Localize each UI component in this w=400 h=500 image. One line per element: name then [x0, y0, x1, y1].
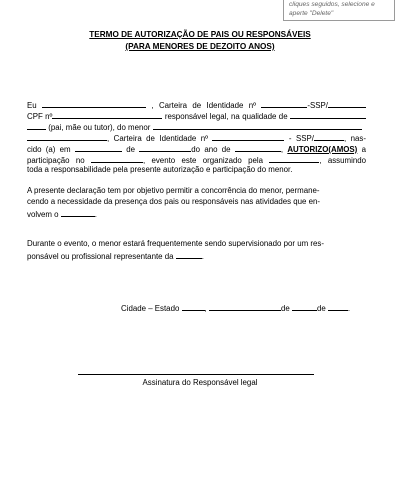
id-state-field[interactable]: [328, 99, 366, 108]
p1-line-5: cido (a) em de do ano de , AUTORIZO(AMOS) a: [27, 145, 366, 154]
p1-line-6: participação no , evento este organizado pela , assumindo: [27, 156, 366, 165]
p2-line-2: cendo a necessidade da presença dos pais ou responsáveis nas atividades que en-: [27, 197, 321, 206]
relationship-field[interactable]: [290, 110, 366, 119]
instruction-tooltip: [283, 0, 395, 21]
event-field[interactable]: [91, 154, 143, 163]
p1-line-2: CPF nº responsável legal, na qualidade de: [27, 110, 366, 122]
tooltip-line-2: aperte "Delete": [289, 9, 334, 17]
date-year2-field[interactable]: [328, 302, 348, 311]
relationship-field-cont[interactable]: [27, 121, 46, 130]
p1-line-7: toda a responsabilidade pela presente autorização e participação do menor.: [27, 165, 293, 174]
document-title: TERMO DE AUTORIZAÇÃO DE PAIS OU RESPONSÁVEIS: [89, 30, 311, 39]
date-month-field[interactable]: [209, 302, 281, 311]
organizer-field[interactable]: [269, 154, 319, 163]
p1-line-3: (pai, mãe ou tutor), do menor: [27, 121, 362, 133]
minor-name-field-cont[interactable]: [27, 132, 107, 141]
date-year-field[interactable]: [292, 302, 317, 311]
minor-id-state-field[interactable]: [314, 132, 344, 141]
p2-line-3: volvem o .: [27, 210, 97, 219]
birth-day-field[interactable]: [75, 143, 122, 152]
birth-month-field[interactable]: [139, 143, 191, 152]
p1-line-4: , Carteira de Identidade nº - SSP/ , nas-: [27, 132, 366, 144]
representative-field[interactable]: [176, 250, 202, 259]
date-line: Cidade – Estado , de de .: [121, 304, 351, 313]
birth-year-field[interactable]: [235, 143, 281, 152]
minor-name-field[interactable]: [153, 121, 362, 130]
signature-label: Assinatura do Responsável legal: [142, 378, 258, 387]
name-field[interactable]: [42, 99, 146, 108]
date-day-field[interactable]: [182, 302, 205, 311]
id-number-field[interactable]: [261, 99, 307, 108]
minor-id-field[interactable]: [212, 132, 284, 141]
p2-line-1: A presente declaração tem por objetivo permitir a concorrência do menor, permane-: [27, 186, 320, 195]
signature-line[interactable]: [78, 374, 314, 375]
cpf-field[interactable]: [52, 110, 162, 119]
p1-line-1: Eu , Carteira de Identidade nº -SSP/: [27, 99, 366, 111]
p3-line-2: ponsável ou profissional representante da .: [27, 252, 204, 261]
document-subtitle: (PARA MENORES DE DEZOITO ANOS): [125, 42, 275, 51]
activity-field[interactable]: [61, 208, 95, 217]
tooltip-line-1: cliques seguidos, selecione e: [289, 1, 375, 8]
p3-line-1: Durante o evento, o menor estará frequentemente sendo supervisionado por um res-: [27, 239, 324, 248]
